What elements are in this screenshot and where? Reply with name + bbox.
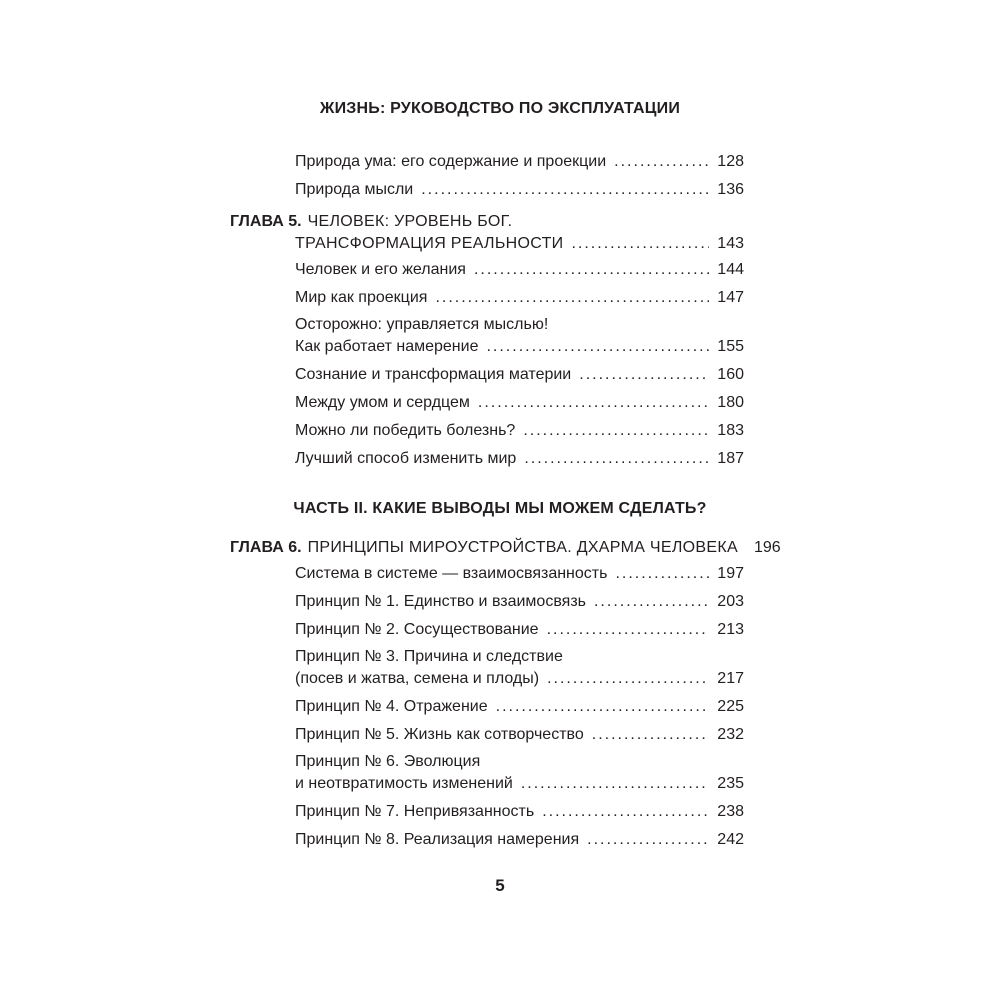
chapter-title-line2: ТРАНСФОРМАЦИЯ РЕАЛЬНОСТИ (295, 235, 564, 252)
dot-leader (614, 152, 709, 172)
toc-entry-page: 242 (717, 831, 744, 848)
dot-leader (592, 725, 710, 745)
toc-entry-page: 235 (717, 775, 744, 792)
toc-entry-page: 213 (717, 621, 744, 638)
chapter-title: ПРИНЦИПЫ МИРОУСТРОЙСТВА. ДХАРМА ЧЕЛОВЕКА (307, 539, 738, 556)
toc-entry-title: Мир как проекция (295, 289, 428, 306)
toc-entry-page: 217 (717, 670, 744, 687)
toc-entry-title-line1[interactable]: Принцип № 3. Причина и следствие (295, 648, 563, 665)
toc-entry-title: Принцип № 8. Реализация намерения (295, 831, 580, 848)
toc-entry[interactable] (295, 669, 744, 689)
toc-entry-title: Природа мысли (295, 181, 414, 198)
chapter-title-line1: ЧЕЛОВЕК: УРОВЕНЬ БОГ. (307, 213, 513, 230)
toc-entry[interactable] (295, 365, 744, 385)
running-head: ЖИЗНЬ: РУКОВОДСТВО ПО ЭКСПЛУАТАЦИИ (319, 100, 681, 117)
toc-entry[interactable] (295, 260, 744, 280)
dot-leader (474, 260, 709, 280)
toc-entry[interactable] (295, 288, 744, 308)
dot-leader (615, 564, 709, 584)
toc-entry[interactable] (295, 774, 744, 794)
toc-entry-page: 147 (717, 289, 744, 306)
toc-entry-title-line1[interactable]: Принцип № 6. Эволюция (295, 753, 481, 770)
dot-leader (594, 592, 709, 612)
chapter-5-title-row[interactable] (295, 234, 744, 254)
dot-leader (521, 774, 709, 794)
toc-entry-title: Можно ли победить болезнь? (295, 422, 516, 439)
toc-entry-title: Сознание и трансформация материи (295, 366, 572, 383)
dot-leader (523, 421, 709, 441)
toc-entry-title: Принцип № 7. Непривязанность (295, 803, 535, 820)
chapter-5-heading[interactable] (230, 212, 744, 232)
dot-leader (547, 620, 710, 640)
toc-entry-page: 180 (717, 394, 744, 411)
toc-entry[interactable] (295, 421, 744, 441)
chapter-page: 196 (753, 539, 781, 556)
toc-entry-title: (посев и жатва, семена и плоды) (295, 670, 540, 687)
dot-leader (478, 393, 709, 413)
toc-entry[interactable] (295, 725, 744, 745)
toc-entry-title: Принцип № 4. Отражение (295, 698, 488, 715)
dot-leader (421, 180, 709, 200)
toc-entry-title: Человек и его желания (295, 261, 466, 278)
toc-entry-page: 136 (717, 181, 744, 198)
chapter-page: 143 (717, 235, 744, 252)
chapter-label: ГЛАВА 6. (230, 539, 302, 556)
toc-entry-page: 128 (717, 153, 744, 170)
toc-entry-title: Система в системе — взаимосвязанность (295, 565, 608, 582)
toc-entry[interactable] (295, 620, 744, 640)
toc-entry-title: Принцип № 2. Сосуществование (295, 621, 539, 638)
toc-entry[interactable] (295, 152, 744, 172)
dot-leader (524, 449, 709, 469)
part-2-heading: ЧАСТЬ II. КАКИЕ ВЫВОДЫ МЫ МОЖЕМ СДЕЛАТЬ? (293, 500, 707, 517)
dot-leader (579, 365, 709, 385)
toc-entry-page: 238 (717, 803, 744, 820)
dot-leader (571, 234, 709, 254)
toc-entry-page: 232 (717, 726, 744, 743)
dot-leader (587, 830, 709, 850)
toc-entry-title: Принцип № 5. Жизнь как сотворчество (295, 726, 584, 743)
dot-leader (486, 337, 709, 357)
chapter-label: ГЛАВА 5. (230, 213, 302, 230)
toc-entry-page: 155 (717, 338, 744, 355)
toc-entry[interactable] (295, 180, 744, 200)
toc-entry-page: 160 (717, 366, 744, 383)
dot-leader (435, 288, 709, 308)
toc-entry[interactable] (295, 449, 744, 469)
toc-entry[interactable] (295, 337, 744, 357)
toc-entry-title: Как работает намерение (295, 338, 479, 355)
toc-entry[interactable] (295, 802, 744, 822)
dot-leader (547, 669, 709, 689)
toc-entry-title: Между умом и сердцем (295, 394, 470, 411)
toc-entry-page: 187 (717, 450, 744, 467)
toc-entry-title: Природа ума: его содержание и проекции (295, 153, 607, 170)
toc-entry[interactable] (295, 564, 744, 584)
toc-entry-page: 203 (717, 593, 744, 610)
page-number: 5 (495, 876, 505, 895)
toc-entry-title-line1[interactable]: Осторожно: управляется мыслью! (295, 316, 549, 333)
chapter-6-heading[interactable] (230, 538, 781, 558)
toc-entry[interactable] (295, 697, 744, 717)
dot-leader (542, 802, 709, 822)
toc-entry-page: 183 (717, 422, 744, 439)
toc-entry-page: 197 (717, 565, 744, 582)
toc-entry[interactable] (295, 592, 744, 612)
toc-entry-page: 225 (717, 698, 744, 715)
toc-entry[interactable] (295, 830, 744, 850)
toc-entry-title: Лучший способ изменить мир (295, 450, 517, 467)
toc-entry-page: 144 (717, 261, 744, 278)
dot-leader (496, 697, 710, 717)
toc-entry-title: и неотвратимость изменений (295, 775, 513, 792)
toc-entry[interactable] (295, 393, 744, 413)
toc-entry-title: Принцип № 1. Единство и взаимосвязь (295, 593, 586, 610)
